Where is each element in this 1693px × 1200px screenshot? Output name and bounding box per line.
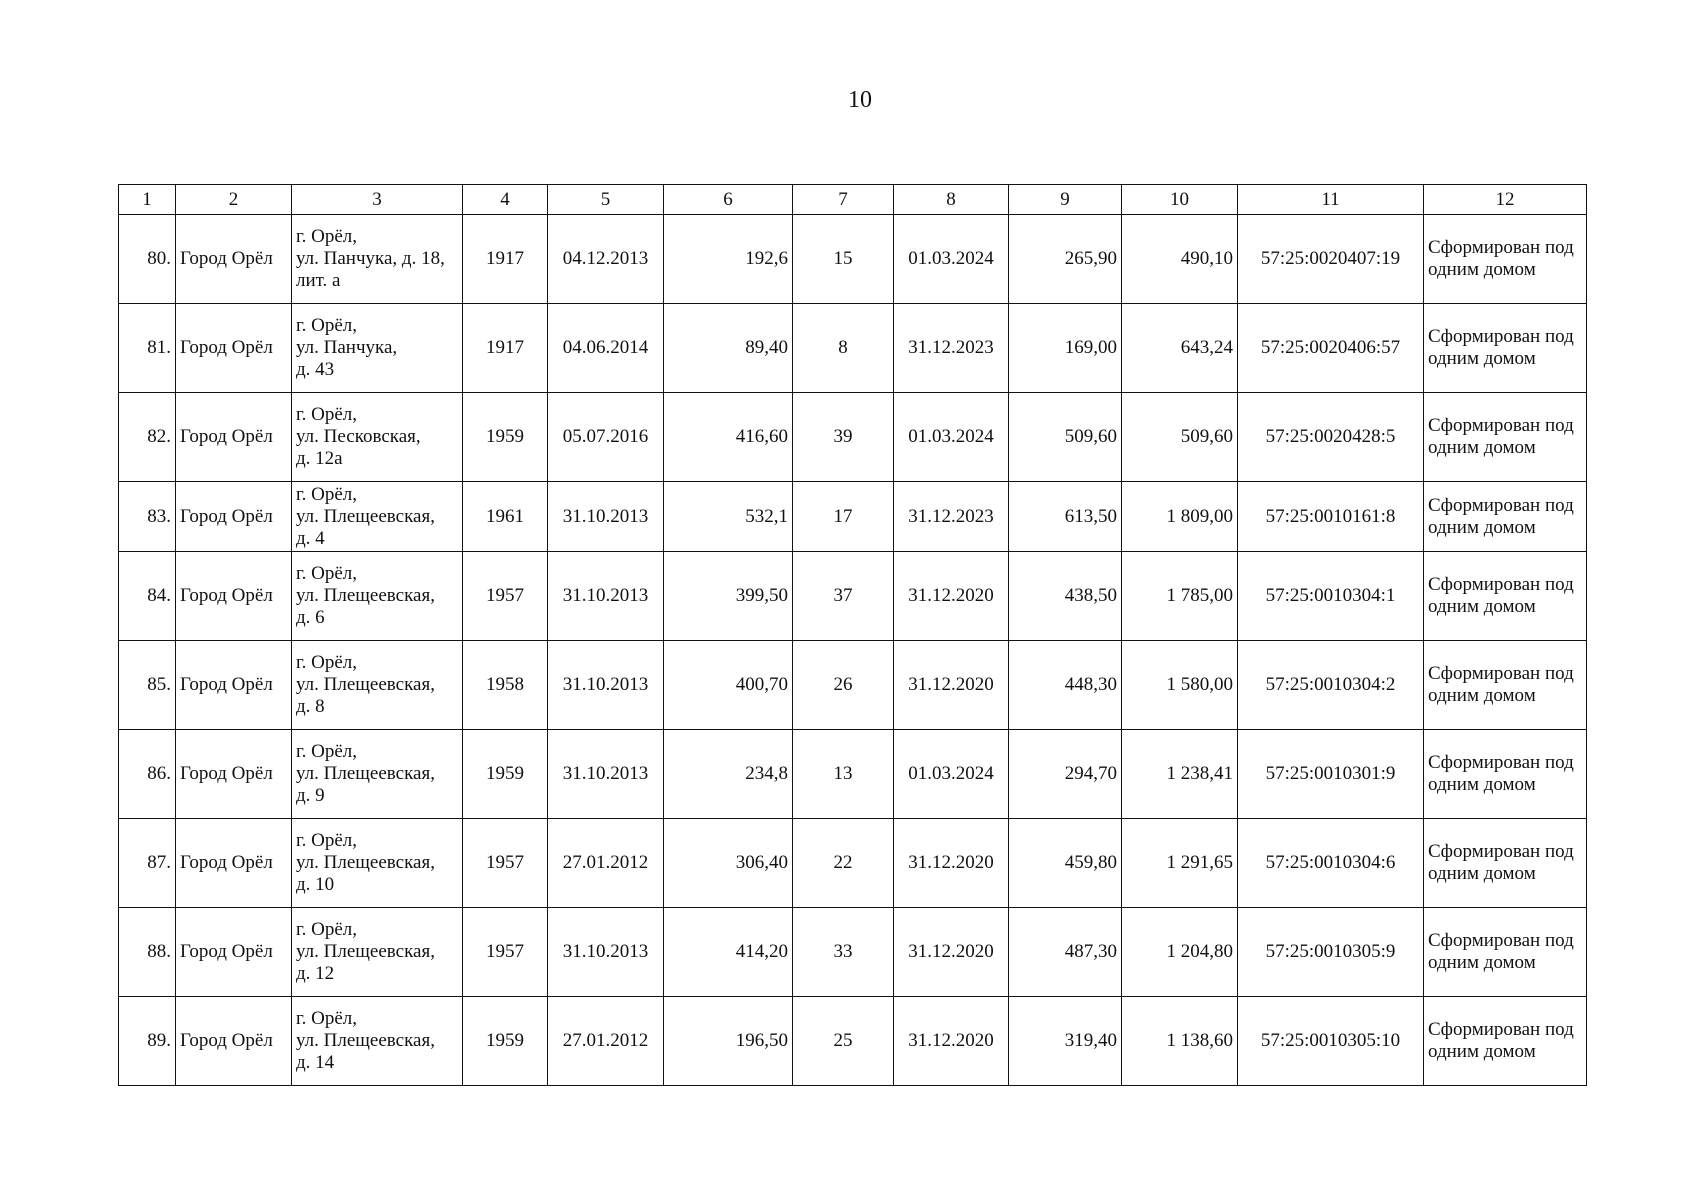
residents-cell: 13 bbox=[793, 730, 894, 819]
area3-cell: 1 580,00 bbox=[1122, 641, 1238, 730]
residents-cell: 17 bbox=[793, 482, 894, 552]
row-number: 81. bbox=[119, 304, 176, 393]
settlement-cell: Город Орёл bbox=[176, 908, 292, 997]
date-cell: 05.07.2016 bbox=[548, 393, 664, 482]
column-header: 5 bbox=[548, 185, 664, 215]
area-cell: 532,1 bbox=[664, 482, 793, 552]
row-number: 88. bbox=[119, 908, 176, 997]
row-number: 86. bbox=[119, 730, 176, 819]
row-number: 82. bbox=[119, 393, 176, 482]
date-cell: 31.10.2013 bbox=[548, 552, 664, 641]
status-cell: Сформирован под одним домом bbox=[1424, 908, 1587, 997]
year-cell: 1957 bbox=[463, 819, 548, 908]
residents-cell: 33 bbox=[793, 908, 894, 997]
table-row bbox=[119, 552, 1587, 641]
header-row bbox=[119, 185, 1587, 215]
area2-cell: 448,30 bbox=[1009, 641, 1122, 730]
status-cell: Сформирован под одним домом bbox=[1424, 819, 1587, 908]
area3-cell: 509,60 bbox=[1122, 393, 1238, 482]
residents-cell: 39 bbox=[793, 393, 894, 482]
area2-cell: 319,40 bbox=[1009, 997, 1122, 1086]
area3-cell: 1 291,65 bbox=[1122, 819, 1238, 908]
year-cell: 1959 bbox=[463, 997, 548, 1086]
residents-cell: 15 bbox=[793, 215, 894, 304]
address-cell: г. Орёл, ул. Панчука, д. 18, лит. а bbox=[292, 215, 463, 304]
cadastral-cell: 57:25:0010305:9 bbox=[1238, 908, 1424, 997]
date-cell: 31.10.2013 bbox=[548, 641, 664, 730]
date-cell: 31.10.2013 bbox=[548, 730, 664, 819]
year-cell: 1959 bbox=[463, 730, 548, 819]
status-cell: Сформирован под одним домом bbox=[1424, 730, 1587, 819]
cadastral-cell: 57:25:0010304:2 bbox=[1238, 641, 1424, 730]
column-header: 10 bbox=[1122, 185, 1238, 215]
deadline-cell: 31.12.2023 bbox=[894, 482, 1009, 552]
status-cell: Сформирован под одним домом bbox=[1424, 393, 1587, 482]
status-cell: Сформирован под одним домом bbox=[1424, 641, 1587, 730]
row-number: 89. bbox=[119, 997, 176, 1086]
residents-cell: 22 bbox=[793, 819, 894, 908]
address-cell: г. Орёл, ул. Плещеевская, д. 14 bbox=[292, 997, 463, 1086]
cadastral-cell: 57:25:0020428:5 bbox=[1238, 393, 1424, 482]
area3-cell: 1 809,00 bbox=[1122, 482, 1238, 552]
cadastral-cell: 57:25:0010304:6 bbox=[1238, 819, 1424, 908]
deadline-cell: 31.12.2020 bbox=[894, 997, 1009, 1086]
area-cell: 196,50 bbox=[664, 997, 793, 1086]
table-row bbox=[119, 908, 1587, 997]
row-number: 87. bbox=[119, 819, 176, 908]
deadline-cell: 01.03.2024 bbox=[894, 215, 1009, 304]
year-cell: 1961 bbox=[463, 482, 548, 552]
column-header: 12 bbox=[1424, 185, 1587, 215]
address-cell: г. Орёл, ул. Панчука, д. 43 bbox=[292, 304, 463, 393]
table-row bbox=[119, 304, 1587, 393]
settlement-cell: Город Орёл bbox=[176, 393, 292, 482]
residents-cell: 25 bbox=[793, 997, 894, 1086]
column-header: 9 bbox=[1009, 185, 1122, 215]
settlement-cell: Город Орёл bbox=[176, 215, 292, 304]
area3-cell: 1 204,80 bbox=[1122, 908, 1238, 997]
area-cell: 89,40 bbox=[664, 304, 793, 393]
table-row bbox=[119, 482, 1587, 552]
address-cell: г. Орёл, ул. Песковская, д. 12а bbox=[292, 393, 463, 482]
cadastral-cell: 57:25:0010161:8 bbox=[1238, 482, 1424, 552]
address-cell: г. Орёл, ул. Плещеевская, д. 12 bbox=[292, 908, 463, 997]
column-header: 2 bbox=[176, 185, 292, 215]
area2-cell: 169,00 bbox=[1009, 304, 1122, 393]
year-cell: 1917 bbox=[463, 304, 548, 393]
page-number: 10 bbox=[848, 87, 872, 113]
area-cell: 400,70 bbox=[664, 641, 793, 730]
settlement-cell: Город Орёл bbox=[176, 304, 292, 393]
area-cell: 399,50 bbox=[664, 552, 793, 641]
date-cell: 27.01.2012 bbox=[548, 819, 664, 908]
status-cell: Сформирован под одним домом bbox=[1424, 215, 1587, 304]
area2-cell: 438,50 bbox=[1009, 552, 1122, 641]
residents-cell: 8 bbox=[793, 304, 894, 393]
deadline-cell: 31.12.2020 bbox=[894, 641, 1009, 730]
table-row bbox=[119, 819, 1587, 908]
area3-cell: 643,24 bbox=[1122, 304, 1238, 393]
deadline-cell: 31.12.2020 bbox=[894, 819, 1009, 908]
table-row bbox=[119, 641, 1587, 730]
deadline-cell: 01.03.2024 bbox=[894, 730, 1009, 819]
address-cell: г. Орёл, ул. Плещеевская, д. 10 bbox=[292, 819, 463, 908]
area3-cell: 1 785,00 bbox=[1122, 552, 1238, 641]
housing-registry-table bbox=[118, 184, 1587, 1086]
deadline-cell: 31.12.2023 bbox=[894, 304, 1009, 393]
area3-cell: 490,10 bbox=[1122, 215, 1238, 304]
area3-cell: 1 138,60 bbox=[1122, 997, 1238, 1086]
date-cell: 04.06.2014 bbox=[548, 304, 664, 393]
area2-cell: 613,50 bbox=[1009, 482, 1122, 552]
address-cell: г. Орёл, ул. Плещеевская, д. 6 bbox=[292, 552, 463, 641]
area3-cell: 1 238,41 bbox=[1122, 730, 1238, 819]
year-cell: 1959 bbox=[463, 393, 548, 482]
area-cell: 416,60 bbox=[664, 393, 793, 482]
settlement-cell: Город Орёл bbox=[176, 997, 292, 1086]
area2-cell: 487,30 bbox=[1009, 908, 1122, 997]
column-header: 6 bbox=[664, 185, 793, 215]
row-number: 84. bbox=[119, 552, 176, 641]
table-body bbox=[119, 215, 1587, 1086]
deadline-cell: 01.03.2024 bbox=[894, 393, 1009, 482]
year-cell: 1917 bbox=[463, 215, 548, 304]
date-cell: 04.12.2013 bbox=[548, 215, 664, 304]
year-cell: 1958 bbox=[463, 641, 548, 730]
table-row bbox=[119, 393, 1587, 482]
address-cell: г. Орёл, ул. Плещеевская, д. 9 bbox=[292, 730, 463, 819]
area2-cell: 509,60 bbox=[1009, 393, 1122, 482]
settlement-cell: Город Орёл bbox=[176, 730, 292, 819]
status-cell: Сформирован под одним домом bbox=[1424, 552, 1587, 641]
deadline-cell: 31.12.2020 bbox=[894, 552, 1009, 641]
table-row bbox=[119, 997, 1587, 1086]
status-cell: Сформирован под одним домом bbox=[1424, 482, 1587, 552]
column-header: 11 bbox=[1238, 185, 1424, 215]
settlement-cell: Город Орёл bbox=[176, 641, 292, 730]
status-cell: Сформирован под одним домом bbox=[1424, 997, 1587, 1086]
settlement-cell: Город Орёл bbox=[176, 552, 292, 641]
cadastral-cell: 57:25:0010304:1 bbox=[1238, 552, 1424, 641]
settlement-cell: Город Орёл bbox=[176, 819, 292, 908]
row-number: 85. bbox=[119, 641, 176, 730]
cadastral-cell: 57:25:0010301:9 bbox=[1238, 730, 1424, 819]
column-header: 7 bbox=[793, 185, 894, 215]
residents-cell: 37 bbox=[793, 552, 894, 641]
table-header bbox=[119, 185, 1587, 215]
date-cell: 31.10.2013 bbox=[548, 482, 664, 552]
area2-cell: 294,70 bbox=[1009, 730, 1122, 819]
residents-cell: 26 bbox=[793, 641, 894, 730]
area-cell: 234,8 bbox=[664, 730, 793, 819]
deadline-cell: 31.12.2020 bbox=[894, 908, 1009, 997]
column-header: 1 bbox=[119, 185, 176, 215]
column-header: 3 bbox=[292, 185, 463, 215]
area-cell: 192,6 bbox=[664, 215, 793, 304]
settlement-cell: Город Орёл bbox=[176, 482, 292, 552]
date-cell: 31.10.2013 bbox=[548, 908, 664, 997]
row-number: 83. bbox=[119, 482, 176, 552]
area-cell: 414,20 bbox=[664, 908, 793, 997]
area-cell: 306,40 bbox=[664, 819, 793, 908]
address-cell: г. Орёл, ул. Плещеевская, д. 8 bbox=[292, 641, 463, 730]
cadastral-cell: 57:25:0020406:57 bbox=[1238, 304, 1424, 393]
year-cell: 1957 bbox=[463, 552, 548, 641]
area2-cell: 459,80 bbox=[1009, 819, 1122, 908]
year-cell: 1957 bbox=[463, 908, 548, 997]
date-cell: 27.01.2012 bbox=[548, 997, 664, 1086]
cadastral-cell: 57:25:0020407:19 bbox=[1238, 215, 1424, 304]
status-cell: Сформирован под одним домом bbox=[1424, 304, 1587, 393]
table-row bbox=[119, 215, 1587, 304]
table-row bbox=[119, 730, 1587, 819]
area2-cell: 265,90 bbox=[1009, 215, 1122, 304]
column-header: 4 bbox=[463, 185, 548, 215]
cadastral-cell: 57:25:0010305:10 bbox=[1238, 997, 1424, 1086]
column-header: 8 bbox=[894, 185, 1009, 215]
row-number: 80. bbox=[119, 215, 176, 304]
address-cell: г. Орёл, ул. Плещеевская, д. 4 bbox=[292, 482, 463, 552]
